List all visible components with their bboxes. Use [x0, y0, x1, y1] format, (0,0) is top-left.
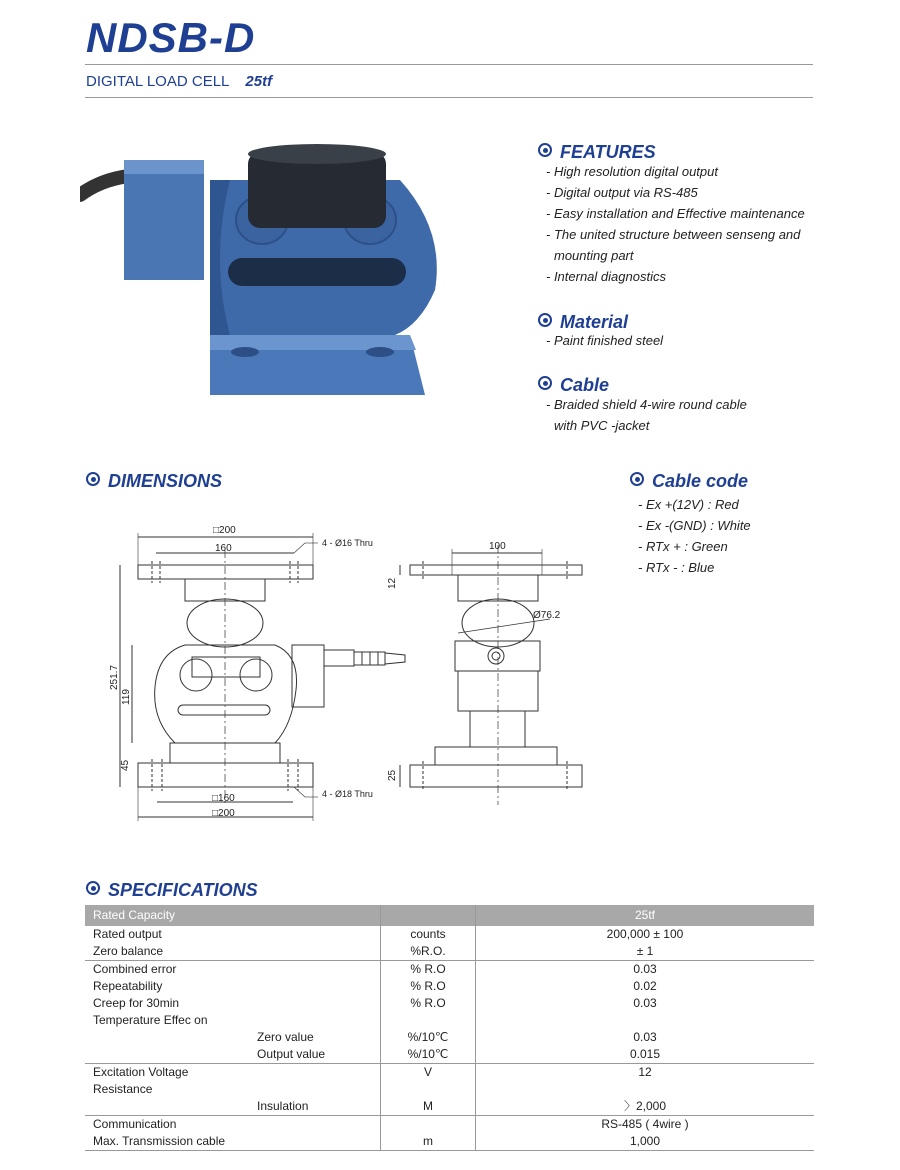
cable-heading: Cable	[538, 375, 609, 396]
header-cell: 25tf	[476, 905, 815, 926]
cable-item: with PVC -jacket	[554, 418, 650, 433]
target-bullet-icon	[538, 376, 552, 390]
specifications-table	[85, 905, 814, 1151]
row-value: 0.03	[476, 961, 815, 979]
row-value: 0.015	[476, 1046, 815, 1064]
table-row	[85, 1012, 814, 1029]
row-label: Excitation Voltage	[85, 1064, 381, 1082]
table-row	[85, 1081, 814, 1098]
table-row	[85, 1116, 814, 1134]
features-list	[546, 161, 805, 287]
row-value: 0.02	[476, 978, 815, 995]
photo-cable	[80, 176, 128, 195]
table-row	[85, 943, 814, 961]
product-subtitle	[86, 73, 272, 90]
target-bullet-icon	[630, 472, 644, 486]
row-unit	[381, 1012, 476, 1029]
row-label: Rated output	[93, 927, 162, 941]
row-label: Communication	[85, 1116, 381, 1134]
row-label: Creep for 30min	[93, 996, 180, 1010]
table-row	[85, 961, 814, 979]
photo-connector	[124, 160, 204, 280]
cable-item: - Braided shield 4-wire round cable	[546, 397, 747, 412]
table-row	[85, 1064, 814, 1082]
dim-side-top-width: 100	[489, 541, 506, 552]
dim-top-holes: 4 - Ø16 Thru	[322, 538, 373, 548]
header-cell	[381, 905, 476, 926]
row-value: 0.03	[476, 1029, 815, 1046]
row-value: RS-485 ( 4wire )	[476, 1116, 815, 1134]
row-value: 12	[476, 1064, 815, 1082]
table-row	[85, 1098, 814, 1116]
row-label: Zero value	[257, 1030, 314, 1044]
dim-top-holes-span: 160	[215, 543, 232, 554]
dim-bottom-holes-span: □160	[212, 793, 235, 804]
dim-height-mid: 119	[121, 689, 132, 705]
header-cell: Rated Capacity	[85, 905, 381, 926]
table-row	[85, 995, 814, 1012]
row-value: ± 1	[476, 943, 815, 961]
table-header-row	[85, 905, 814, 926]
target-bullet-icon	[86, 881, 100, 895]
table-row	[85, 1029, 814, 1046]
subtitle-text: DIGITAL LOAD CELL	[86, 73, 230, 90]
cable-code-item: - RTx - : Blue	[638, 560, 715, 575]
row-value: 1,000	[476, 1133, 815, 1151]
row-value: 〉2,000	[476, 1098, 815, 1116]
dim-side-ball-dia: Ø76.2	[533, 610, 561, 621]
dimensions-heading: DIMENSIONS	[86, 471, 222, 492]
row-value: 0.03	[476, 995, 815, 1012]
row-unit: % R.O	[381, 978, 476, 995]
material-heading: Material	[538, 312, 628, 333]
row-label: Temperature Effec on	[93, 1013, 208, 1027]
features-heading: FEATURES	[538, 142, 656, 163]
dim-bottom-holes: 4 - Ø18 Thru	[322, 789, 373, 799]
row-label: Max. Transmission cable	[85, 1133, 381, 1151]
row-unit: m	[381, 1133, 476, 1151]
cable-list	[546, 394, 747, 436]
cable-code-list	[638, 494, 751, 578]
capacity-label: 25tf	[245, 73, 273, 90]
row-value: 200,000 ± 100	[476, 926, 815, 943]
front-view	[120, 533, 405, 821]
material-item: - Paint finished steel	[546, 333, 664, 348]
dimension-drawing	[100, 515, 600, 825]
subtitle-rule	[85, 97, 813, 98]
cable-code-item: - Ex +(12V) : Red	[638, 497, 739, 512]
feature-item: - Easy installation and Effective maintenance	[546, 206, 805, 221]
table-row	[85, 1046, 814, 1064]
row-unit: %/10℃	[381, 1046, 476, 1064]
table-row	[85, 926, 814, 943]
specifications-heading: SPECIFICATIONS	[86, 880, 258, 901]
title-rule	[85, 64, 813, 65]
row-unit: M	[381, 1098, 476, 1116]
feature-item: - Internal diagnostics	[546, 269, 666, 284]
table-row	[85, 1133, 814, 1151]
row-unit: counts	[381, 926, 476, 943]
dim-side-plate-thk: 12	[387, 577, 398, 589]
row-unit	[381, 1081, 476, 1098]
product-photo	[80, 140, 450, 405]
feature-item: - The united structure between senseng and	[546, 227, 801, 242]
row-label: Insulation	[257, 1099, 309, 1113]
target-bullet-icon	[538, 143, 552, 157]
row-unit: %R.O.	[381, 943, 476, 961]
row-unit: %/10℃	[381, 1029, 476, 1046]
cable-code-item: - RTx + : Green	[638, 539, 728, 554]
row-unit	[381, 1116, 476, 1134]
row-label: Resistance	[93, 1082, 153, 1096]
row-label: Zero balance	[93, 944, 164, 958]
feature-item: - High resolution digital output	[546, 164, 718, 179]
dim-top-plate: □200	[213, 525, 236, 536]
dim-bottom-plate: □200	[212, 808, 235, 819]
photo-slot	[228, 258, 406, 286]
cable-code-item: - Ex -(GND) : White	[638, 518, 751, 533]
row-unit: % R.O	[381, 961, 476, 979]
row-label: Repeatability	[93, 979, 163, 993]
row-label: Output value	[257, 1047, 326, 1061]
target-bullet-icon	[538, 313, 552, 327]
feature-item: mounting part	[554, 248, 634, 263]
target-bullet-icon	[86, 472, 100, 486]
dim-height-total: 251.7	[109, 664, 120, 690]
material-list	[546, 330, 663, 351]
cable-code-heading: Cable code	[630, 471, 748, 492]
row-value	[476, 1012, 815, 1029]
row-label: Combined error	[85, 961, 381, 979]
dim-side-base-thk: 25	[387, 769, 398, 781]
row-unit: % R.O	[381, 995, 476, 1012]
row-value	[476, 1081, 815, 1098]
row-unit: V	[381, 1064, 476, 1082]
side-view	[400, 545, 582, 805]
dim-height-base: 45	[120, 759, 131, 771]
product-title: NDSB-D	[86, 14, 256, 61]
table-row	[85, 978, 814, 995]
feature-item: - Digital output via RS-485	[546, 185, 698, 200]
